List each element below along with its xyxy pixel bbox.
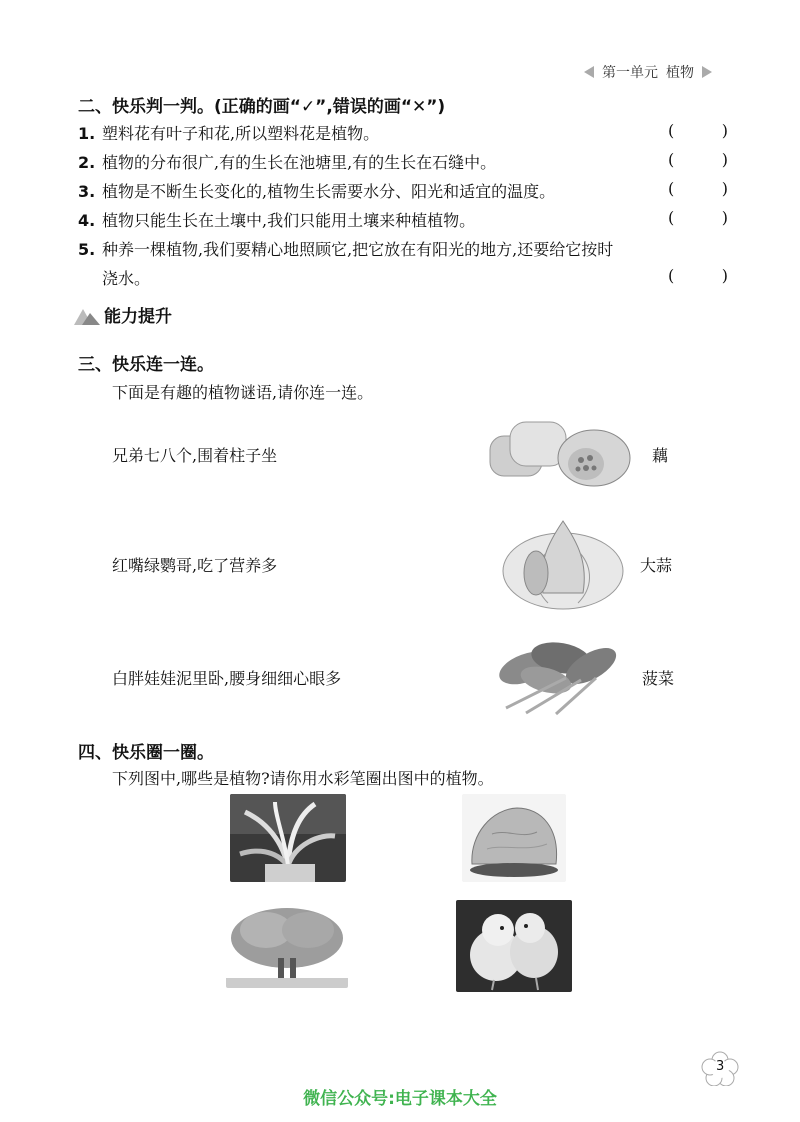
judge-item-3: 3. 植物是不断生长变化的,植物生长需要水分、阳光和适宜的温度。 ( ) [78,179,728,201]
ability-heading: 能力提升 [74,302,172,327]
judge-item-1: 1. 塑料花有叶子和花,所以塑料花是植物。 ( ) [78,121,728,143]
answer-paren-3[interactable]: ( ) [668,179,728,198]
answer-paren-2[interactable]: ( ) [668,150,728,169]
answer-lotus-root[interactable]: 藕 [652,446,669,465]
garlic-image [488,513,638,613]
answer-spinach[interactable]: 菠菜 [642,669,675,688]
tree-photo[interactable] [226,900,348,988]
mountain-icon [74,305,100,325]
spinach-image [486,628,632,720]
riddle-1[interactable]: 兄弟七八个,围着柱子坐 [112,446,278,465]
answer-garlic[interactable]: 大蒜 [640,556,673,575]
answer-paren-1[interactable]: ( ) [668,121,728,140]
judge-item-5: 5. 种养一棵植物,我们要精心地照顾它,把它放在有阳光的地方,还要给它按时 [78,240,614,259]
page-header [584,62,712,82]
potted-plant-photo[interactable] [230,794,346,882]
rock-photo[interactable] [462,794,566,882]
header-unit: 第一单元 [602,65,658,81]
answer-paren-4[interactable]: ( ) [668,208,728,227]
footer-watermark: 微信公众号:电子课本大全 [303,1089,497,1109]
judge-item-5-cont: 浇水。 ( ) [102,266,728,288]
riddle-2[interactable]: 红嘴绿鹦哥,吃了营养多 [112,556,278,575]
page-number: 3 [716,1059,725,1074]
section4-instruction: 下列图中,哪些是植物?请你用水彩笔圈出图中的植物。 [112,769,494,788]
answer-paren-5[interactable]: ( ) [668,266,728,285]
header-left-triangle-icon [584,66,594,78]
judge-item-2: 2. 植物的分布很广,有的生长在池塘里,有的生长在石缝中。 ( ) [78,150,728,172]
judge-item-4: 4. 植物只能生长在土壤中,我们只能用土壤来种植植物。 ( ) [78,208,728,230]
chicks-photo[interactable] [456,900,572,992]
header-right-triangle-icon [702,66,712,78]
header-topic: 植物 [666,65,694,81]
section2-title: 二、快乐判一判。(正确的画“✓”,错误的画“✕”) [78,97,446,117]
section4-title: 四、快乐圈一圈。 [78,743,214,763]
riddle-3[interactable]: 白胖娃娃泥里卧,腰身细细心眼多 [112,669,342,688]
section3-title: 三、快乐连一连。 [78,355,214,375]
lotus-root-image [486,412,636,498]
section3-instruction: 下面是有趣的植物谜语,请你连一连。 [112,383,374,402]
